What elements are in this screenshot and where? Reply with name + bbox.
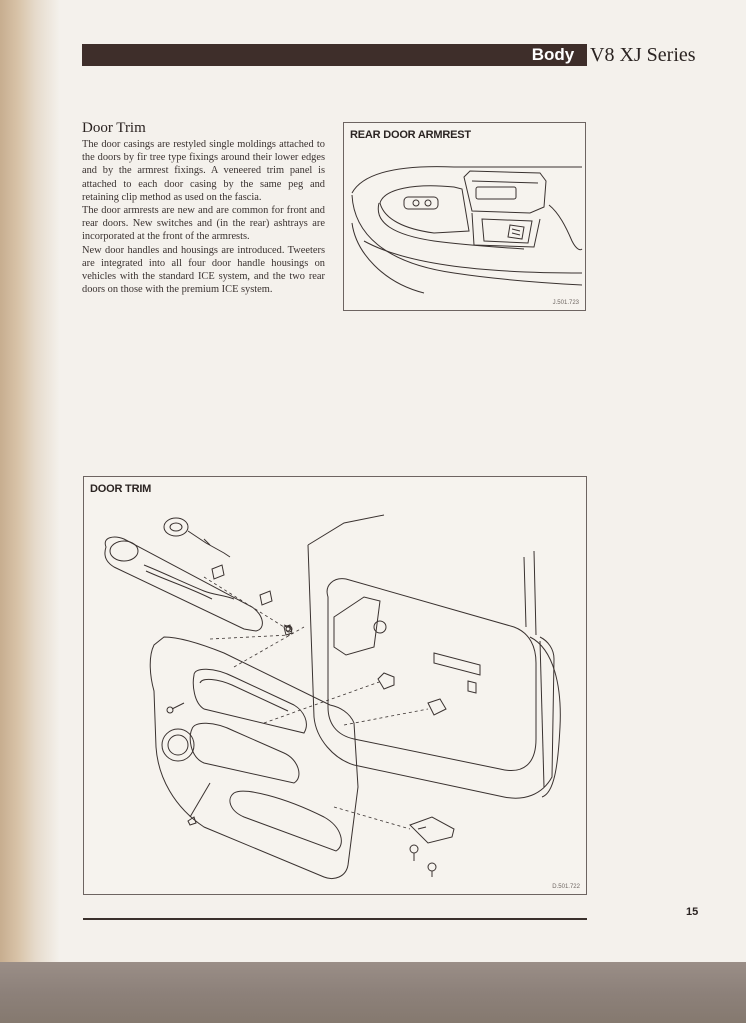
figure-title: REAR DOOR ARMREST (350, 129, 471, 141)
figure-reference: J.501.723 (552, 300, 579, 306)
door-trim-exploded-illustration (84, 477, 586, 894)
figure-title: DOOR TRIM (90, 483, 152, 495)
article-paragraph: The door armrests are new and are common for front and rear doors. New switches and (in the rear) ashtrays are incorporated at the front of the armrests. (82, 205, 325, 243)
rear-door-armrest-illustration (344, 123, 585, 310)
article-paragraph: New door handles and housings are introduced. Tweeters are integrated into all four door handle housings on vehicles with the standard ICE system, and the two rear doors on those with the premium ICE system. (82, 244, 325, 296)
section-label: Body (531, 45, 575, 64)
page-binding-shadow (0, 0, 60, 962)
figure-reference: D.501.722 (552, 884, 580, 890)
article-paragraph: The door casings are restyled single moldings attached to the doors by fir tree type fixings around their lower edges and by the armrest fixings. A veneered trim panel is attached to each door casing by the same peg and retaining clip method as used on the fascia. (82, 139, 325, 203)
door-trim-figure (83, 476, 587, 895)
scan-background-strip (0, 962, 746, 1023)
page-number: 15 (686, 906, 699, 918)
article-heading: Door Trim (82, 120, 146, 136)
header-bar (82, 44, 587, 66)
article-body (82, 138, 325, 296)
rear-door-armrest-figure (343, 122, 586, 311)
series-title: V8 XJ Series (590, 43, 696, 66)
footer-rule (83, 918, 587, 920)
